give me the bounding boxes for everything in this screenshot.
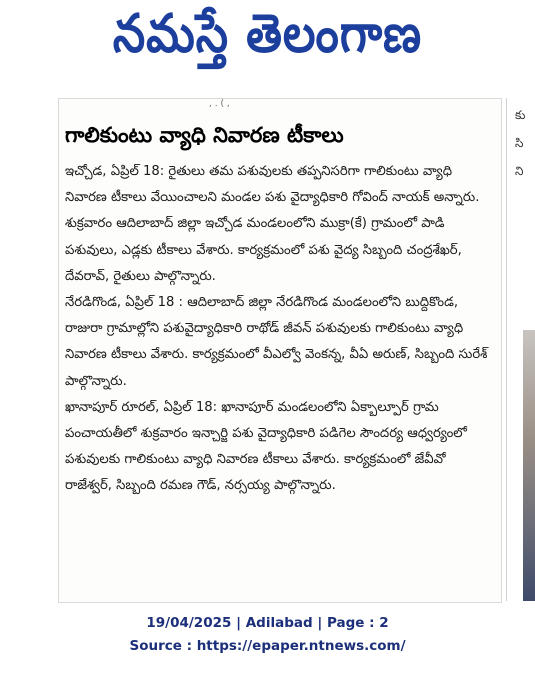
source-link[interactable]: Source : https://epaper.ntnews.com/ (129, 638, 406, 654)
article-clipping (58, 98, 502, 603)
edition-info: 19/04/2025 | Adilabad | Page : 2 (146, 615, 389, 631)
article-headline: గాలికుంటు వ్యాధి నివారణ టీకాలు (65, 123, 344, 147)
newspaper-title: నమస్తే తెలంగాణ (112, 2, 423, 65)
article-paragraph: ఇచ్చోడ, ఏప్రిల్ 18: రైతులు తమ పశువులకు తప్పనిసరిగా గాలికుంటు వ్యాధి నివారణ టీకాలు వేయించాలని మండల పశు వైద్యాధికారి గోవింద్ నాయక్ అన్నారు. శుక్రవారం ఆదిలాబాద్ జిల్లా ఇచ్చోడ మండలంలోని ముక్రా(కే) గ్రామంలో పాడి పశువులు, ఎడ్లకు టీకాలు వేశారు. కార్యక్రమంలో పశు వైద్య సిబ్బంది చంద్రశేఖర్, దేవరావ్, రైతులు పాల్గొన్నారు. (65, 164, 480, 284)
adjacent-column-text: ని (515, 164, 524, 178)
article-paragraph: నేరడిగొండ, ఏప్రిల్ 18 : ఆదిలాబాద్ జిల్లా నేరడిగొండ మండలంలోని బుద్దికొండ, రాజురా గ్రామాల్లోని పశువైద్యాధికారి రాథోడ్ జీవన్ పశువులకు గాలికుంటు వ్యాధి నివారణ టీకాలు వేశారు. కార్యక్రమంలో వీఎల్వో వెంకన్న, వీఏ అరుణ్, సిబ్బంది సురేశ్ పాల్గొన్నారు. (65, 295, 488, 389)
article-paragraph: ఖానాపూర్ రూరల్, ఏప్రిల్ 18: ఖానాపూర్ మండలంలోని ఏక్బాల్పూర్ గ్రామ పంచాయతీలో శుక్రవారం ఇన్చార్జి పశు వైద్యాధికారి పడిగెల సౌందర్య ఆధ్వర్యంలో పశువులకు గాలికుంటు వ్యాధి నివారణ టీకాలు వేశారు. కార్యక్రమంలో జేవీవో రాజేశ్వర్, సిబ్బంది రమణ గౌడ్, నర్సయ్య పాల్గొన్నారు. (65, 399, 467, 494)
clipping-cut-edge: , . ( , (209, 99, 230, 109)
masthead (0, 0, 535, 80)
adjacent-column-text: సి (515, 136, 524, 150)
adjacent-photo (523, 330, 535, 601)
adjacent-column (506, 98, 535, 601)
adjacent-column-text: కు (515, 108, 526, 122)
footer (0, 612, 535, 658)
article-body (65, 159, 495, 500)
